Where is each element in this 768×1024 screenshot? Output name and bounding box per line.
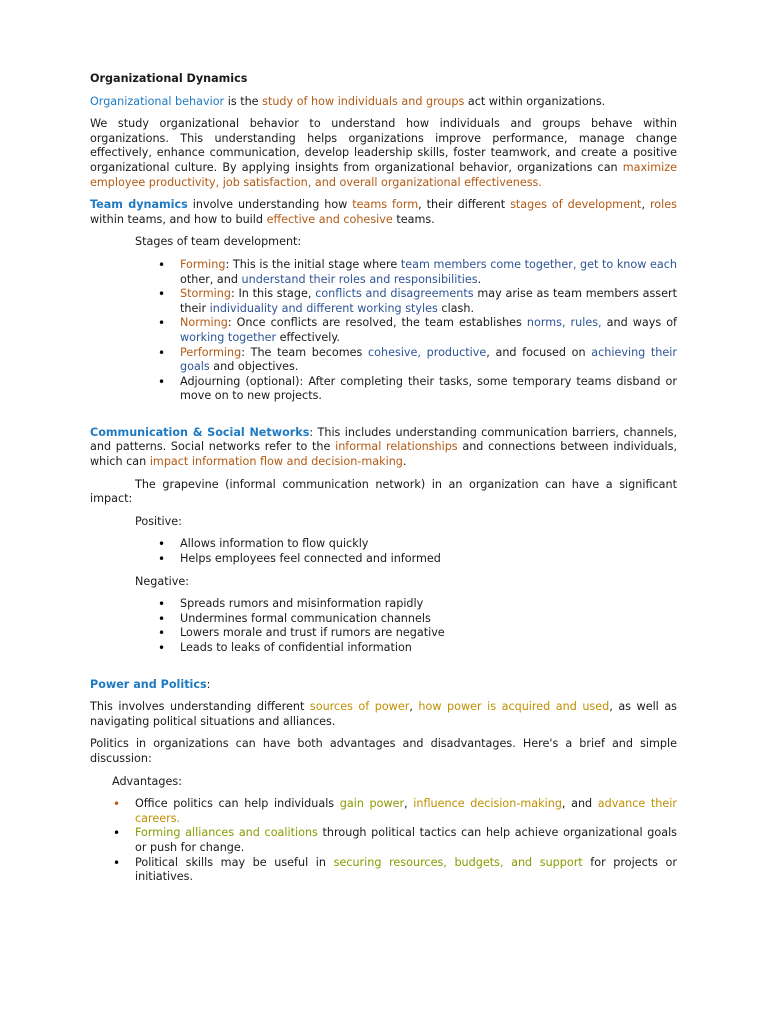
highlight: gain power [339, 797, 405, 811]
list-item-forming [180, 258, 677, 287]
highlight: team members come together, get to know each [400, 257, 677, 271]
paragraph-grapevine: The grapevine (informal communication network) in an organization can have a significant impact: [90, 477, 677, 506]
text: may arise as team members assert their [180, 287, 677, 315]
paragraph-communication [90, 426, 677, 470]
advantages-list [90, 797, 677, 885]
text: other, and [180, 272, 242, 286]
highlight: norms, rules, [526, 316, 602, 330]
document-body [90, 72, 677, 893]
list-item: • Spreads rumors and misinformation rapidly [180, 597, 677, 612]
highlight: securing resources, budgets, and support [333, 855, 583, 869]
term-team-dynamics: Team dynamics [90, 198, 188, 212]
text: , as well as navigating political situations and alliances. [90, 700, 677, 728]
highlight: conflicts and disagreements [315, 287, 474, 301]
text: , [409, 700, 419, 714]
paragraph-org-behavior [90, 95, 677, 110]
highlight: sources of power [309, 700, 410, 714]
highlight: roles [649, 198, 677, 212]
text: : This is the initial stage where [225, 257, 401, 271]
highlight: Forming alliances and coalitions [135, 826, 318, 840]
highlight: stages of development [510, 198, 642, 212]
text: and ways of [601, 316, 677, 330]
text: teams. [392, 212, 435, 226]
paragraph-why-study [90, 117, 677, 190]
highlight: individuality and different working styles [209, 301, 438, 315]
text: This involves understanding different [90, 700, 310, 714]
stages-heading: Stages of team development: [135, 235, 302, 249]
list-item-advantage-2 [135, 826, 677, 855]
spacer [90, 664, 677, 678]
stage-name: Performing [180, 345, 242, 359]
highlight: cohesive, productive [368, 345, 487, 359]
list-item: • Allows information to flow quickly [180, 537, 677, 552]
negatives-list [90, 597, 677, 655]
term-communication: Communication & Social Networks [90, 425, 310, 439]
list-item: • Leads to leaks of confidential information [180, 641, 677, 656]
term-org-behavior: Organizational behavior [90, 94, 225, 108]
term-power-politics: Power and Politics [90, 677, 207, 691]
text: involve understanding how [187, 198, 353, 212]
positive-label: Positive: [135, 514, 182, 528]
list-item-performing [180, 346, 677, 375]
text: , and focused on [486, 345, 592, 359]
highlight: achieving their goals [180, 345, 677, 374]
text: and objectives. [209, 360, 299, 374]
highlight: impact information flow and decision-making [149, 455, 403, 469]
text: and connections between individuals, which can [90, 440, 677, 469]
text: : [206, 677, 211, 691]
highlight: how power is acquired and used [418, 700, 610, 714]
text: Office politics can help individuals [135, 797, 340, 811]
text: : Once conflicts are resolved, the team establishes [227, 316, 527, 330]
list-item-adjourning: • Adjourning (optional): After completing their tasks, some temporary teams disband or move on to new projects. [180, 375, 677, 404]
stage-name: Forming [180, 257, 226, 271]
highlight: advance their careers. [135, 797, 677, 825]
text: . [477, 272, 482, 286]
text: : This includes understanding communication barriers, channels, and patterns. Social networks refer to the [90, 425, 677, 454]
spacer [90, 412, 677, 426]
highlight: influence decision-making [413, 797, 562, 811]
text: : In this stage, [230, 287, 316, 301]
negative-label: Negative: [135, 574, 189, 588]
stages-list [90, 258, 677, 404]
text: , [641, 198, 650, 212]
paragraph-power-sources [90, 700, 677, 729]
highlight: understand their roles and responsibilities [241, 272, 478, 286]
text: We study organizational behavior to understand how individuals and groups behave within organizations. This understanding helps organizations improve performance, manage change effectively, enhance communication, develop leadership skills, foster teamwork, and create a positive organizational culture. By applying insights from organizational behavior, organizations can [90, 117, 677, 174]
positives-list [90, 537, 677, 566]
highlight: teams form [352, 198, 419, 212]
paragraph-team-dynamics [90, 198, 677, 227]
list-item: • Undermines formal communication channels [180, 612, 677, 627]
text: , [404, 797, 414, 811]
heading-power-politics [90, 678, 677, 693]
document-title: Organizational Dynamics [90, 72, 248, 85]
text: Political skills may be useful in [135, 855, 334, 869]
advantages-label: Advantages: [112, 774, 182, 788]
text: , their different [418, 198, 511, 212]
text: : The team becomes [241, 345, 369, 359]
highlight: effective and cohesive [266, 212, 393, 226]
highlight: informal relationships [335, 440, 458, 454]
list-item-norming [180, 316, 677, 345]
text: is the [224, 94, 263, 108]
stage-name: Storming [180, 287, 231, 301]
text: , and [561, 797, 598, 811]
list-item-storming [180, 287, 677, 316]
text: . [402, 455, 407, 469]
stage-name: Norming [180, 316, 228, 330]
list-item: • Lowers morale and trust if rumors are negative [180, 626, 677, 641]
paragraph-politics: Politics in organizations can have both advantages and disadvantages. Here's a brief and simple discussion: [90, 737, 677, 765]
text: effectively. [276, 330, 340, 344]
text: within teams, and how to build [90, 212, 267, 226]
highlight: working together [180, 330, 277, 344]
highlight: maximize employee productivity, job satisfaction, and overall organizational effectiveness. [90, 160, 677, 189]
text: clash. [437, 301, 475, 315]
text: act within organizations. [464, 94, 606, 108]
list-item-advantage-1 [135, 797, 677, 826]
list-item-advantage-3 [135, 856, 677, 885]
text: through political tactics can help achieve organizational goals or push for change. [135, 826, 678, 854]
highlight: study of how individuals and groups [262, 94, 465, 108]
text: for projects or initiatives. [135, 855, 677, 884]
list-item: • Helps employees feel connected and informed [180, 552, 677, 567]
